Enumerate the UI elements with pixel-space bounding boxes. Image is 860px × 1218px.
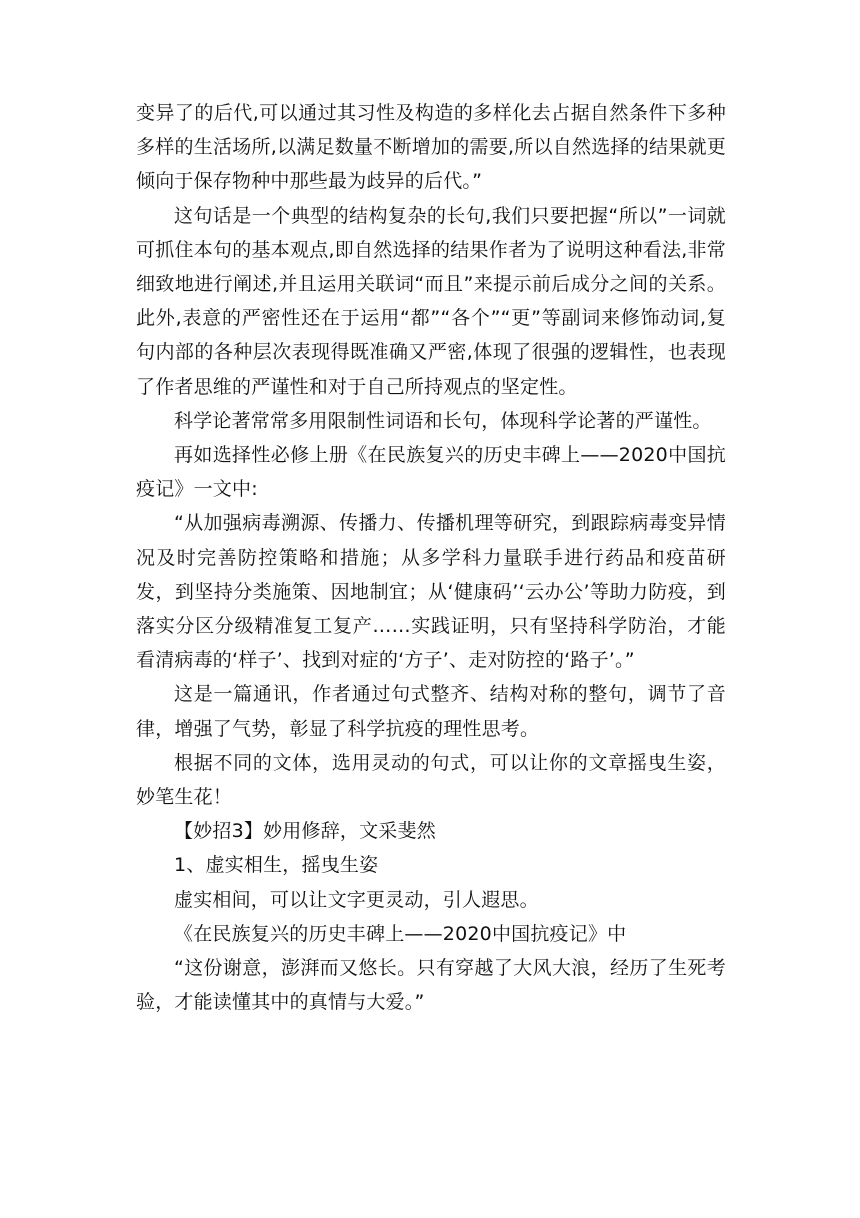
subheading-1: 1、虚实相生，摇曳生姿 [174,854,379,877]
paragraph-5: 这是一篇通讯，作者通过句式整齐、结构对称的整句，调节了音律，增强了气势，彰显了科学抗疫的理性思考。 [136,683,726,740]
document-page [136,96,726,1019]
quote-1: “从加强病毒溯源、传播力、传播机理等研究，到跟踪病毒变异情况及时完善防控策略和措施；从多学科力量联手进行药品和疫苗研发，到坚持分类施策、因地制宜；从‘健康码’‘云办公’等助力防疫，到落实分区分级精准复工复产……实践证明，只有坚持科学防治，才能看清病毒的‘样子’、找到对症的‘方子’、走对防控的‘路子’。” [136,512,726,672]
paragraph-4: 再如选择性必修上册《在民族复兴的历史丰碑上——2020中国抗疫记》一文中: [136,444,726,501]
paragraph-1: 变异了的后代,可以通过其习性及构造的多样化去占据自然条件下多种多样的生活场所,以满足数量不断增加的需要,所以自然选择的结果就更倾向于保存物种中那些最为歧异的后代。” [136,102,726,193]
paragraph-2: 这句话是一个典型的结构复杂的长句,我们只要把握“所以”一词就可抓住本句的基本观点,即自然选择的结果作者为了说明这种看法,非常细致地进行阐述,并且运用关联词“而且”来提示前后成分之间的关系。此外,表意的严密性还在于运用“都”“各个”“更”等副词来修饰动词,复句内部的各种层次表现得既准确又严密,体现了很强的逻辑性，也表现了作者思维的严谨性和对于自己所持观点的坚定性。 [136,204,726,398]
quote-2: “这份谢意，澎湃而又悠长。只有穿越了大风大浪，经历了生死考验，才能读懂其中的真情与大爱。” [136,957,726,1014]
section-heading: 【妙招3】妙用修辞，文采斐然 [174,820,436,843]
paragraph-3: 科学论著常常多用限制性词语和长句，体现科学论著的严谨性。 [174,409,712,432]
paragraph-6: 根据不同的文体，选用灵动的句式，可以让你的文章摇曳生姿，妙笔生花！ [136,751,726,809]
paragraph-7: 虚实相间，可以让文字更灵动，引人遐思。 [174,888,539,911]
paragraph-8: 《在民族复兴的历史丰碑上——2020中国抗疫记》中 [174,922,627,945]
